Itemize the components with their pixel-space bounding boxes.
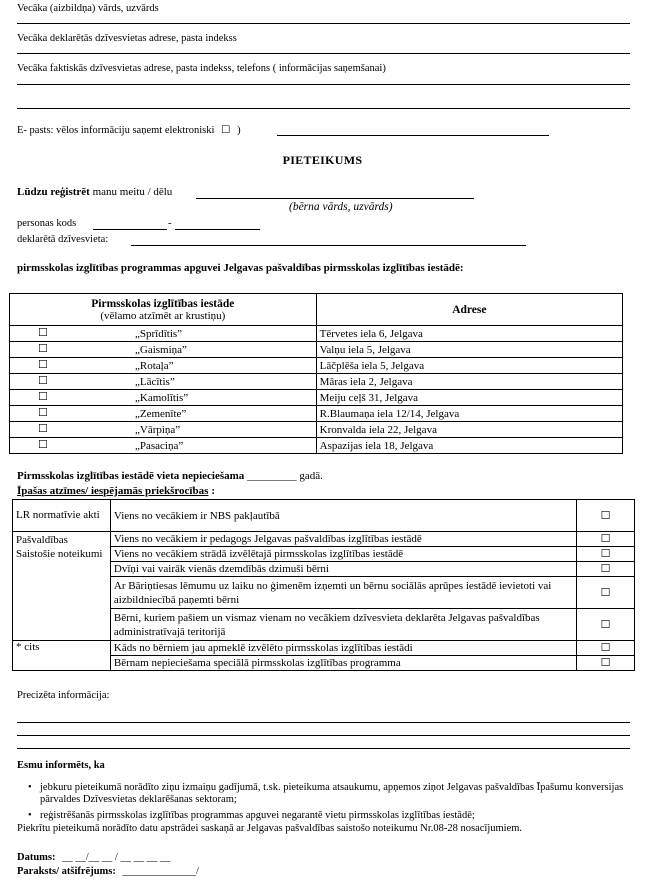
informed-bullet-2: • reģistrēšanās pirmsskolas izglītības programmas apguvei negarantē vietu pirmsskolas izglītības iestādē; (40, 810, 635, 822)
signature-row (17, 866, 199, 877)
personal-code-label: personas kods (17, 218, 77, 229)
institution-name: „Kamolītis” (135, 391, 189, 404)
priority-checkbox[interactable]: ☐ (577, 656, 635, 671)
place-needed-suffix: gadā. (299, 470, 323, 482)
priority-checkbox[interactable]: ☐ (577, 500, 635, 532)
email-line[interactable] (277, 135, 549, 136)
parent-name-line[interactable] (17, 23, 630, 24)
institution-name: „Gaismiņa” (135, 343, 187, 356)
special-heading: Īpašas atzīmes/ iespējamās priekšrocības (17, 485, 209, 497)
priority-text: Bērni, kuriem pašiem un vismaz vienam no vecākiem dzīvesvieta deklarēta Jelgavas pašvaldības administratīvajā teritorijā (110, 609, 576, 641)
institution-row (10, 358, 623, 374)
institution-name: „Zemenīte” (135, 407, 187, 420)
institutions-table (9, 293, 623, 454)
institution-address: R.Blaumaņa iela 12/14, Jelgava (316, 406, 622, 422)
institution-checkbox[interactable]: ☐ (38, 439, 48, 451)
institution-address: Lāčplēša iela 5, Jelgava (316, 358, 622, 374)
group-pas: Pašvaldības Saistošie noteikumi (13, 532, 111, 641)
priority-row (13, 500, 635, 532)
institution-address: Māras iela 2, Jelgava (316, 374, 622, 390)
institution-checkbox[interactable]: ☐ (38, 423, 48, 435)
parent-name-label: Vecāka (aizbildņa) vārds, uzvārds (17, 3, 159, 14)
institution-cell (10, 438, 317, 454)
place-needed-text: Pirmsskolas izglītības iestādē vieta nepieciešama (17, 470, 245, 482)
institution-row (10, 406, 623, 422)
institution-cell (10, 342, 317, 358)
institution-name: „Rotaļa” (135, 359, 174, 372)
institution-row (10, 422, 623, 438)
institution-checkbox[interactable]: ☐ (38, 343, 48, 355)
declared-address-label: Vecāka deklarētās dzīvesvietas adrese, pasta indekss (17, 33, 237, 44)
institution-name: „Lācītis” (135, 375, 175, 388)
institution-row (10, 342, 623, 358)
request-row (17, 186, 172, 198)
informed-heading: Esmu informēts, ka (17, 760, 105, 771)
institution-cell (10, 326, 317, 342)
clarified-line-3[interactable] (17, 748, 630, 749)
page-title: PIETEIKUMS (282, 153, 363, 167)
priority-row (13, 532, 635, 547)
priority-checkbox[interactable]: ☐ (577, 532, 635, 547)
priority-text: Bērnam nepieciešama speciālā pirmsskolas izglītības programma (110, 656, 576, 671)
institution-address: Meiju ceļš 31, Jelgava (316, 390, 622, 406)
institution-cell (10, 390, 317, 406)
priorities-table (12, 499, 635, 671)
declared-address-line[interactable] (17, 53, 630, 54)
priority-checkbox[interactable]: ☐ (577, 577, 635, 609)
actual-address-label: Vecāka faktiskās dzīvesvietas adrese, pasta indekss, telefons ( informācijas saņemšanai) (17, 63, 386, 74)
email-paren: ) (237, 125, 241, 136)
institution-cell (10, 374, 317, 390)
child-name-line[interactable] (196, 198, 474, 199)
institution-row (10, 374, 623, 390)
institution-checkbox[interactable]: ☐ (38, 327, 48, 339)
group-cits: * cits (13, 641, 111, 671)
institution-name: „Sprīdītis” (135, 327, 183, 340)
actual-address-line-1[interactable] (17, 84, 630, 85)
priority-checkbox[interactable]: ☐ (577, 641, 635, 656)
date-blank[interactable]: __ __/__ __ / __ __ __ __ (62, 852, 171, 863)
declared-residence-label: deklarētā dzīvesvieta: (17, 234, 109, 245)
special-colon: : (211, 485, 216, 497)
clarified-line-1[interactable] (17, 722, 630, 723)
request-bold: Lūdzu reģistrēt (17, 186, 90, 198)
col1-header-text: Pirmsskolas izglītības iestāde (91, 297, 235, 310)
special-heading-row (17, 485, 215, 497)
signature-blank[interactable]: ______________/ (122, 866, 199, 877)
priority-text: Viens no vecākiem ir pedagogs Jelgavas pašvaldības izglītības iestādē (110, 532, 576, 547)
priority-text: Dvīņi vai vairāk vienās dzemdībās dzimuši bērni (110, 562, 576, 577)
institution-row (10, 390, 623, 406)
institution-checkbox[interactable]: ☐ (38, 407, 48, 419)
personal-code-line-2[interactable] (175, 229, 260, 230)
institution-address: Aspazijas iela 18, Jelgava (316, 438, 622, 454)
priority-row (13, 641, 635, 656)
place-needed-blank[interactable]: _________ (247, 470, 297, 482)
institution-name: „Vārpiņa” (135, 423, 181, 436)
consent-text: Piekrītu pieteikumā norādīto datu apstrādei saskaņā ar Jelgavas pašvaldības saistošo noteikumu Nr.08-28 nosacījumiem. (17, 823, 523, 834)
institutions-header-row (10, 294, 623, 326)
priority-checkbox[interactable]: ☐ (577, 547, 635, 562)
email-label: E- pasts: vēlos informāciju saņemt elektroniski (17, 125, 215, 136)
institution-address: Kronvalda iela 22, Jelgava (316, 422, 622, 438)
actual-address-line-2[interactable] (17, 108, 630, 109)
date-row (17, 852, 170, 863)
declared-residence-line[interactable] (131, 245, 526, 246)
child-name-hint: (bērna vārds, uzvārds) (289, 201, 393, 213)
institution-address: Tērvetes iela 6, Jelgava (316, 326, 622, 342)
institution-checkbox[interactable]: ☐ (38, 375, 48, 387)
request-rest: manu meitu / dēlu (92, 186, 173, 198)
priority-text: Ar Bāriņtiesas lēmumu uz laiku no ģimenēm izņemti un bērnu sociālās aprūpes iestādē ievietoti vai aizbildniecībā paņemti bērni (110, 577, 576, 609)
informed-bullet-1: • jebkuru pieteikumā norādīto ziņu izmaiņu gadījumā, t.sk. pieteikuma atsaukumu, apņemos ziņot Jelgavas pašvaldības Īpašumu konversijas pārvaldes Dzīvesvietas deklarēšanas sektoram; (40, 782, 635, 806)
signature-label: Paraksts/ atšifrējums: (17, 866, 116, 877)
institution-checkbox[interactable]: ☐ (38, 359, 48, 371)
email-checkbox[interactable]: ☐ (221, 125, 231, 136)
personal-code-line-1[interactable] (93, 229, 167, 230)
personal-code-dash: - (168, 218, 172, 229)
institution-cell (10, 422, 317, 438)
clarified-line-2[interactable] (17, 735, 630, 736)
priority-checkbox[interactable]: ☐ (577, 562, 635, 577)
institution-row (10, 326, 623, 342)
group-lr: LR normatīvie akti (13, 500, 111, 532)
priority-text: Viens no vecākiem ir NBS pakļautībā (110, 500, 576, 532)
institution-name: „Pasaciņa” (135, 439, 184, 452)
date-label: Datums: (17, 852, 56, 863)
email-row (17, 124, 241, 136)
priority-text: Kāds no bērniem jau apmeklē izvēlēto pirmsskolas izglītības iestādi (110, 641, 576, 656)
institution-cell (10, 406, 317, 422)
program-heading: pirmsskolas izglītības programmas apguvei Jelgavas pašvaldības pirmsskolas izglītības iestādē: (17, 262, 464, 274)
clarified-label: Precizēta informācija: (17, 690, 110, 701)
priority-text: Viens no vecākiem strādā izvēlētajā pirmsskolas izglītības iestādē (110, 547, 576, 562)
institution-row (10, 438, 623, 454)
institutions-col1-header (10, 294, 317, 326)
institution-checkbox[interactable]: ☐ (38, 391, 48, 403)
col1-subheader-text: (vēlamo atzīmēt ar krustiņu) (100, 309, 226, 322)
institution-address: Valņu iela 5, Jelgava (316, 342, 622, 358)
institution-cell (10, 358, 317, 374)
place-needed-row (17, 470, 323, 482)
institutions-col2-header: Adrese (316, 294, 622, 326)
priority-checkbox[interactable]: ☐ (577, 609, 635, 641)
